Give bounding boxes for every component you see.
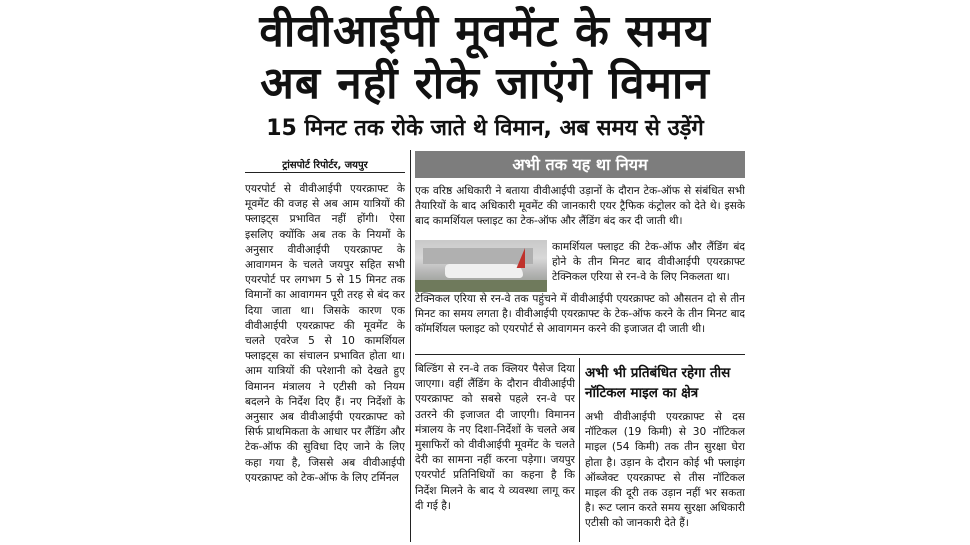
box-text-right xyxy=(552,240,745,290)
airplane-photo xyxy=(415,240,547,292)
byline-rule xyxy=(245,172,405,173)
terminal-shape xyxy=(423,248,533,264)
box-text-bottom xyxy=(415,292,745,350)
sidebar-heading: अभी भी प्रतिबंधित रहेगा तीस नॉटिकल माइल का क्षेत्र xyxy=(585,365,731,401)
article-column-middle xyxy=(415,362,575,542)
aircraft-shape xyxy=(445,264,523,278)
sidebar-text: अभी वीवीआईपी एयरक्राफ्ट से दस नॉटिकल (19 किमी) से 30 नॉटिकल माइल (54 किमी) तक तीन सुरक्षा घेरा होता है। उड़ान के दौरान कोई भी फ्लाइंग ऑब्जेक्ट एयरक्राफ्ट से तीस नॉटिकल माइल की दूरी तक उड़ान नहीं भर सकता है। रूट प्लान करते समय सुरक्षा अधिकारी एटीसी को जानकारी देते हैं। xyxy=(585,411,745,530)
headline-line-1: वीवीआईपी मूवमेंट के समय xyxy=(259,6,711,57)
runway-shape xyxy=(415,280,547,292)
article-text-middle: बिल्डिंग से रन-वे तक क्लियर पैसेज दिया जाएगा। वहीं लैंडिंग के दौरान वीवीआईपी एयरक्राफ्ट को सबसे पहले रन-वे पर उतरने की इजाजत दी जाएगी। विमानन मंत्रालय के नए दिशा-निर्देशों के चलते अब मुसाफिरों को वीवीआईपी मूवमेंट के चलते देरी का सामना नहीं करना पड़ेगा। जयपुर एयरपोर्ट प्रतिनिधियों का कहना है कि निर्देश मिलने के बाद ये व्यवस्था लागू कर दी गई है। xyxy=(415,363,575,512)
column-divider-right xyxy=(579,358,580,542)
byline: ट्रांसपोर्ट रिपोर्टर, जयपुर xyxy=(282,160,368,171)
article-column-left xyxy=(245,182,405,542)
column-divider-left xyxy=(410,150,411,542)
article-text-left: एयरपोर्ट से वीवीआईपी एयरक्राफ्ट के मूवमेंट की वजह से अब आम यात्रियों की फ्लाइट्स प्रभावित नहीं होंगी। ऐसा इसलिए क्योंकि अब तक के नियमों के अनुसार वीवीआईपी एयरक्राफ्ट के आवागमन के चलते जयपुर सहित सभी एयरपोर्ट पर लगभग 5 से 15 मिनट तक विमानों का आवागमन पूरी तरह से बंद कर दिया जाता था। जिसके कारण एक वीवीआईपी एयरक्राफ्ट की मूवमेंट के चलते एवरेज 5 से 10 कामर्शियल फ्लाइट्स का संचालन प्रभावित होता था। आम यात्रियों की परेशानी को देखते हुए विमानन मंत्रालय ने एटीसी को नियम बदलने के निर्देश दिए हैं। नए निर्देशों के अनुसार अब वीवीआईपी एयरक्राफ्ट को सिर्फ प्राथमिकता के आधार पर लैंडिंग और टेक-ऑफ की सुविधा दिए जाने के लिए कहा गया है, जिससे अब वीवीआईपी एयरक्राफ्ट को टेक-ऑफ के लिए टर्मिनल xyxy=(245,183,405,484)
headline-line-2: अब नहीं रोके जाएंगे विमान xyxy=(260,58,710,109)
box-paragraph-top: एक वरिष्ठ अधिकारी ने बताया वीवीआईपी उड़ानों के दौरान टेक-ऑफ से संबंधित सभी तैयारियों के बाद अधिकारी मूवमेंट की जानकारी एयर ट्रैफिक कंट्रोलर को देते थे। इसके बाद कामर्शियल फ्लाइट का टेक-ऑफ और लैंडिंग बंद कर दी जाती थी। xyxy=(415,185,745,228)
box-text-top xyxy=(415,184,745,240)
sidebar-column xyxy=(585,410,745,542)
box-paragraph-right: कामर्शियल फ्लाइट की टेक-ऑफ और लैंडिंग बंद होने के तीन मिनट बाद वीवीआईपी एयरक्राफ्ट टेक्निकल एरिया से रन-वे के लिए निकलता था। xyxy=(552,241,745,284)
box-paragraph-bottom: टेक्निकल एरिया से रन-वे तक पहुंचने में वीवीआईपी एयरक्राफ्ट को औसतन दो से तीन मिनट का समय लगता है। वीवीआईपी एयरक्राफ्ट के टेक-ऑफ करने के तीन मिनट बाद कॉमर्शियल फ्लाइट को एयरपोर्ट से आवागमन करने की इजाजत दी जाती थी। xyxy=(415,293,745,336)
box-banner: अभी तक यह था नियम xyxy=(415,151,745,178)
subheadline: 15 मिनट तक रोके जाते थे विमान, अब समय से उड़ेंगे xyxy=(266,116,704,141)
box-bottom-rule xyxy=(415,354,745,355)
